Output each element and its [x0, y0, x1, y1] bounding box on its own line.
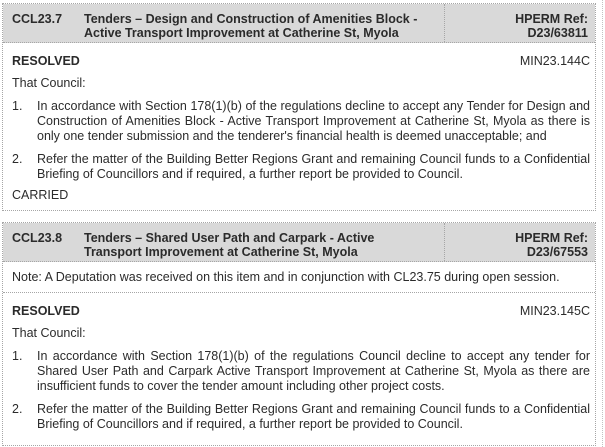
item-number: 2.: [12, 402, 23, 416]
item-text: In accordance with Section 178(1)(b) of the regulations decline to accept any Tender for Design and Construction of Amenities Block - Active Transport Improvement at Catherine St, Myola as there is only one tender submission and the tenderer's financial health is deemed unacceptable; and: [37, 99, 590, 143]
section-header: [3, 223, 595, 262]
hperm-ref-value: D23/67553: [526, 245, 588, 259]
hperm-ref-cell: [444, 4, 595, 42]
section-header: [3, 4, 595, 43]
deputation-note: Note: A Deputation was received on this item and in conjunction with CL23.75 during open session.: [3, 262, 595, 293]
item-title-line: Tenders – Shared User Path and Carpark - Active: [84, 231, 375, 245]
resolved-label: RESOLVED: [12, 54, 80, 68]
resolution-body: [3, 293, 595, 432]
item-number: 1.: [12, 99, 23, 113]
minute-number: MIN23.144C: [519, 54, 590, 68]
item-text: Refer the matter of the Building Better Regions Grant and remaining Council funds to a Confidential Briefing of Councillors and if required, a further report be provided to Council.: [37, 402, 590, 431]
resolution-preamble: That Council:: [12, 326, 86, 340]
item-number: 1.: [12, 349, 23, 363]
item-title-line: Tenders – Design and Construction of Amenities Block -: [84, 12, 418, 26]
carried-label: CARRIED: [12, 188, 69, 202]
item-title-line: Transport Improvement at Catherine St, Myola: [84, 245, 358, 259]
hperm-ref-cell: [444, 223, 595, 261]
hperm-ref-label: HPERM Ref:: [515, 231, 588, 245]
minute-number: MIN23.145C: [519, 304, 590, 318]
item-number-cell: CCL23.8: [12, 231, 63, 245]
resolved-row: [12, 54, 590, 69]
hperm-ref-label: HPERM Ref:: [515, 12, 588, 26]
resolution-body: [3, 43, 595, 203]
item-title-cell: [84, 4, 444, 42]
resolution-item: [12, 99, 590, 144]
resolution-item: [12, 402, 590, 432]
resolution-preamble: That Council:: [12, 76, 86, 90]
item-text: Refer the matter of the Building Better Regions Grant and remaining Council funds to a Confidential Briefing of Councillors and if required, a further report be provided to Council.: [37, 152, 590, 181]
page-edge-guide: [602, 0, 603, 447]
item-title-cell: [84, 223, 444, 261]
item-title-line: Active Transport Improvement at Catherine St, Myola: [84, 26, 399, 40]
item-number: 2.: [12, 152, 23, 166]
hperm-ref-value: D23/63811: [527, 26, 588, 40]
resolution-item: [12, 152, 590, 182]
minute-item-ccl23-7: [2, 3, 596, 211]
resolution-item: [12, 349, 590, 394]
minute-item-ccl23-8: [2, 222, 596, 446]
resolved-label: RESOLVED: [12, 304, 80, 318]
item-number-cell: CCL23.7: [12, 12, 63, 26]
item-text: In accordance with Section 178(1)(b) of the regulations Council decline to accept any tender for Shared User Path and Carpark Active Transport Improvement at Catherine St, Myola as there are insufficient funds to cover the tender amount including other project costs.: [37, 349, 590, 393]
resolved-row: [12, 304, 590, 319]
